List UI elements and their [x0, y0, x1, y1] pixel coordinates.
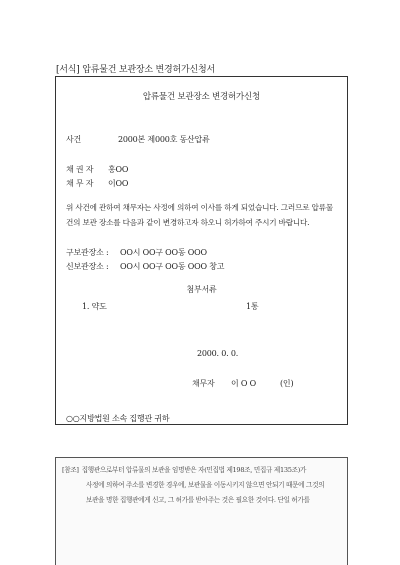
creditor-label: 채 권 자 [66, 165, 94, 174]
signature-label: 채무자 [192, 379, 215, 388]
application-date: 2000. 0. 0. [197, 349, 239, 358]
old-location-value: OO시 OO구 OO동 OOO [120, 248, 207, 257]
court-addressee: ○○지방법원 소속 집행관 귀하 [66, 414, 170, 423]
reference-note-label: [참조] [62, 466, 79, 474]
attachments-title: 첨부서류 [186, 285, 217, 294]
old-location-label: 구보관장소 : [66, 248, 109, 257]
attachment-name: 1. 약도 [82, 302, 107, 311]
body-text: 위 사건에 관하여 채무자는 사정에 의하여 이사를 하게 되었습니다. 그러므로 압류물건의 보관 장소를 다음과 같이 변경하고자 하오니 허가하여 주시기 바랍니다. [66, 203, 333, 227]
attachment-count: 1통 [246, 302, 259, 311]
reference-note-line-3: 보관을 명한 집행관에게 신고, 그 허가를 받아주는 것은 필요한 것이다. 단일 허가를 [86, 496, 310, 504]
case-value: 2000본 제000호 동산압류 [118, 135, 210, 144]
reference-note-line-1: 집행관으로부터 압류물의 보관을 임명받은 자(민집법 제198조, 민집규 제135조)가 [81, 466, 307, 474]
debtor-value: 이OO [108, 179, 129, 188]
case-label: 사건 [66, 135, 82, 144]
creditor-value: 홍OO [108, 165, 129, 174]
debtor-label: 채 무 자 [66, 179, 94, 188]
form-label: [서식] 압류물건 보관장소 변경허가신청서 [56, 65, 216, 75]
reference-note [62, 463, 343, 508]
application-form [55, 76, 348, 425]
form-title: 압류물건 보관장소 변경허가신청 [142, 92, 261, 102]
reference-note-box [55, 457, 348, 565]
new-location-label: 신보관장소 : [66, 262, 109, 271]
signature-name: 이 O O [231, 379, 256, 388]
reference-note-line-2: 사정에 의하여 주소를 변경한 경우에, 보관물을 이동시키지 않으면 안되기 때문에 그것의 [86, 481, 325, 489]
new-location-value: OO시 OO구 OO동 OOO 창고 [120, 262, 225, 271]
signature-seal: (인) [280, 379, 294, 388]
